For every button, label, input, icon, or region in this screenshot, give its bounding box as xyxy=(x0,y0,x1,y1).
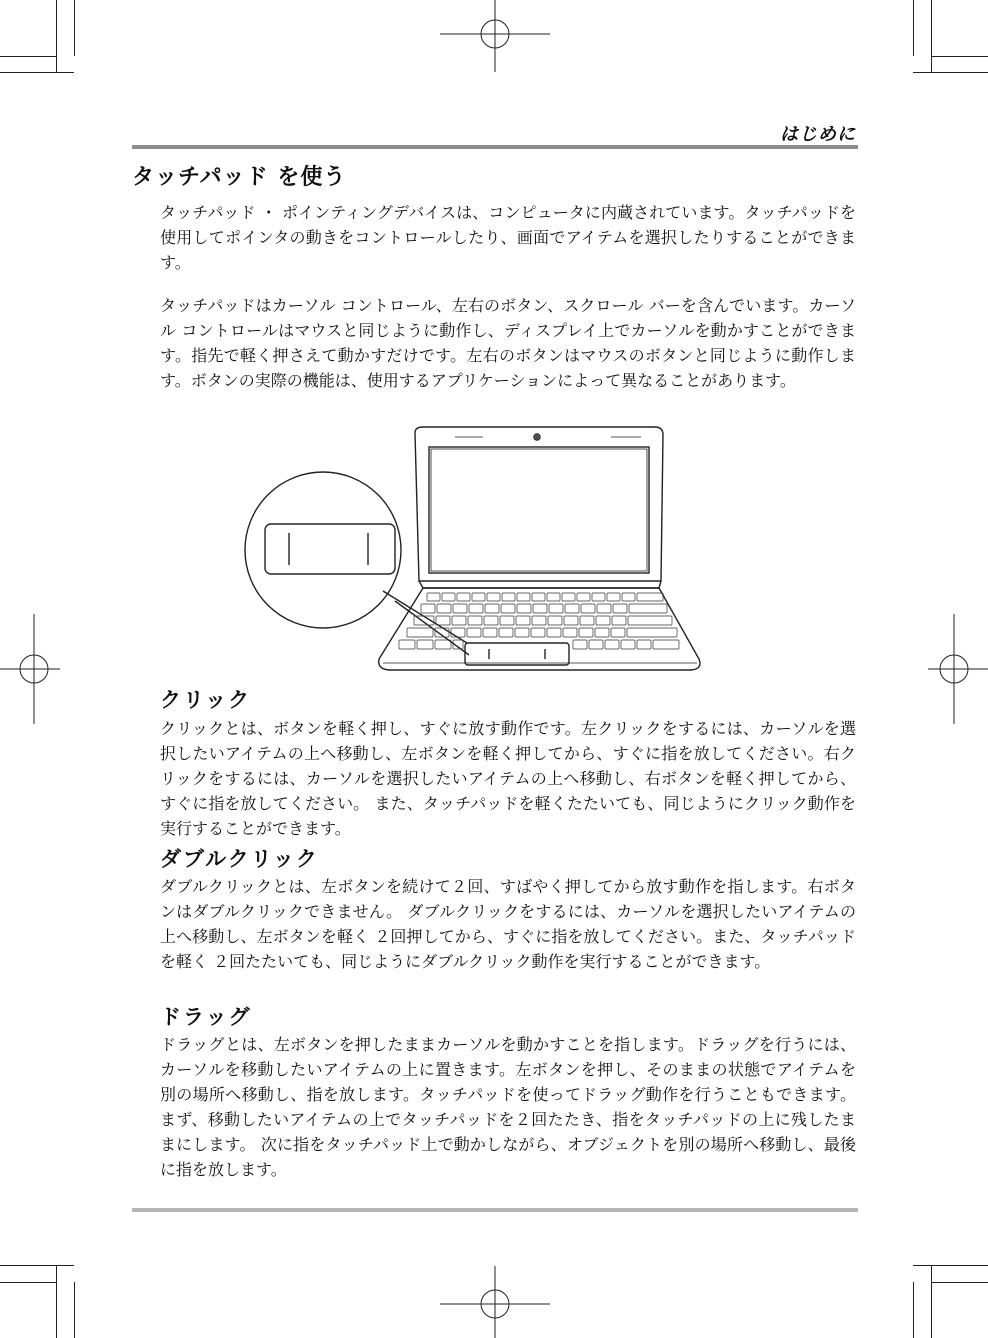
click-paragraph: クリックとは、ボタンを軽く押し、すぐに放す動作です。左クリックをするには、カーソルを選択したいアイテムの上へ移動し、左ボタンを軽く押してから、すぐに指を放してください。右クリックをするには、カーソルを選択したいアイテムの上へ移動し、右ボタンを軽く押してから、すぐに指を放してください。 また、タッチパッドを軽くたたいても、同じようにクリック動作を実行することができます。 xyxy=(160,719,856,838)
crop-mark xyxy=(0,72,74,73)
registration-mark xyxy=(440,1266,550,1338)
crop-mark xyxy=(56,0,57,72)
crop-mark xyxy=(56,1265,57,1338)
crop-mark xyxy=(913,72,988,73)
crop-mark xyxy=(913,1265,988,1266)
registration-mark xyxy=(0,614,60,724)
crop-mark xyxy=(931,1282,988,1283)
crop-mark xyxy=(931,1265,932,1338)
crop-mark xyxy=(931,0,932,72)
crop-mark xyxy=(74,1282,75,1338)
double-click-heading: ダブルクリック xyxy=(160,847,319,871)
crop-mark xyxy=(0,1265,74,1266)
double-click-paragraph: ダブルクリックとは、左ボタンを続けて２回、すばやく押してから放す動作を指します。右ボタンはダブルクリックできません。 ダブルクリックをするには、カーソルを選択したいアイテムの上へ移動し、左ボタンを軽く ２回押してから、すぐに指を放してください。また、タッチパッドを軽く ２回たたいても、同じようにダブルクリック動作を実行することができます。 xyxy=(160,877,856,971)
crop-mark xyxy=(913,0,914,56)
section-title: タッチパッド を使う xyxy=(132,165,347,190)
drag-paragraph: ドラッグとは、左ボタンを押したままカーソルを動かすことを指します。ドラッグを行うには、カーソルを移動したいアイテムの上に置きます。左ボタンを押し、そのままの状態でアイテムを別の場所へ移動し、指を放します。タッチパッドを使ってドラッグ動作を行うこともできます。まず、移動したいアイテムの上でタッチパッドを２回たたき、指をタッチパッドの上に残したままにします。 次に指をタッチパッド上で動かしながら、オブジェクトを別の場所へ移動し、最後に指を放します。 xyxy=(160,1035,856,1179)
touchpad-paragraph: タッチパッドはカーソル コントロール、左右のボタン、スクロール バーを含んでいます。カーソル コントロールはマウスと同じように動作し、ディスプレイ上でカーソルを動かすことができます。指先で軽く押さえて動かすだけです。左右のボタンはマウスのボタンと同じように動作します。ボタンの実際の機能は、使用するアプリケーションによって異なることがあります。 xyxy=(160,296,856,390)
registration-mark xyxy=(928,614,988,724)
crop-mark xyxy=(0,56,56,57)
intro-paragraph: タッチパッド ・ ポインティングデバイスは、コンピュータに内蔵されています。タッチパッドを使用してポインタの動きをコントロールしたり、画面でアイテムを選択したりすることができます。 xyxy=(160,203,856,272)
click-heading: クリック xyxy=(160,688,252,712)
header-rule xyxy=(132,145,858,149)
laptop-touchpad-illustration xyxy=(243,425,705,675)
registration-mark xyxy=(440,0,550,72)
crop-mark xyxy=(931,56,988,57)
crop-mark xyxy=(74,0,75,56)
crop-mark xyxy=(0,1282,56,1283)
footer-rule xyxy=(132,1208,858,1212)
running-header: はじめに xyxy=(780,124,856,145)
drag-heading: ドラッグ xyxy=(160,1005,252,1029)
crop-mark xyxy=(913,1282,914,1338)
